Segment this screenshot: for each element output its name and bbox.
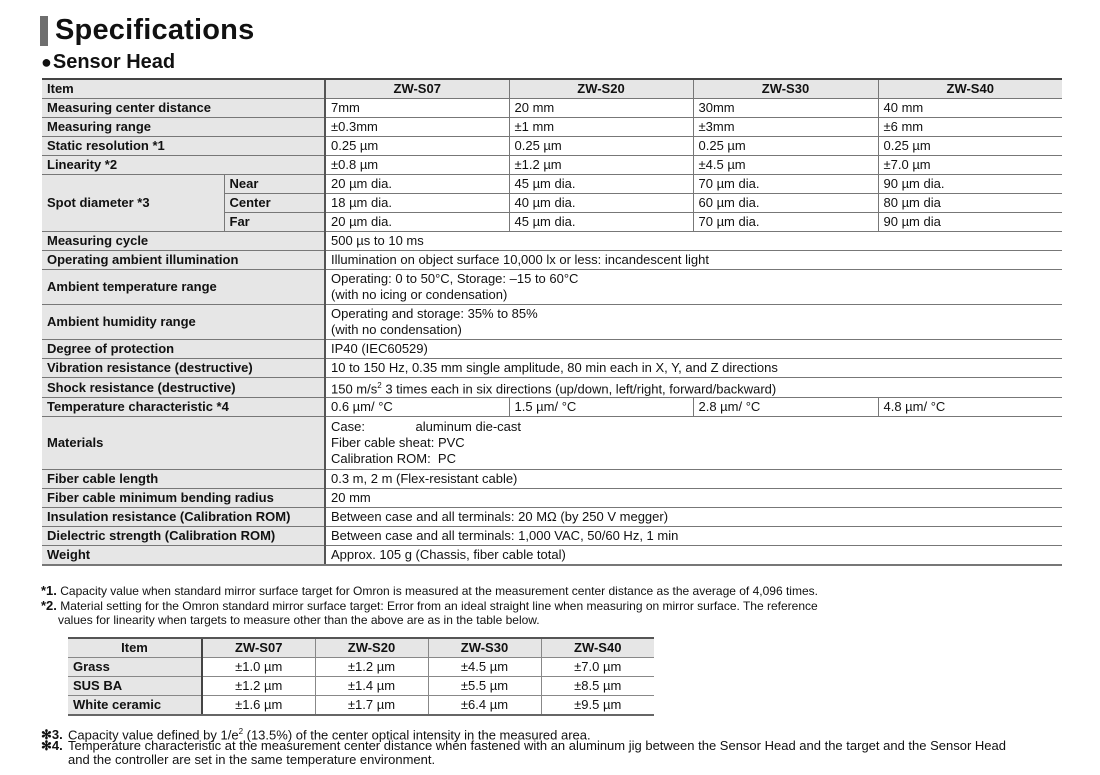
cell-value: ±1.2 µm [509,156,693,175]
row-label: Weight [42,546,325,566]
cell-value: 70 µm dia. [693,175,878,194]
table-header-row [42,79,1062,99]
cell-value: Between case and all terminals: 20 MΩ (by 250 V megger) [325,508,1062,527]
sub-row-label: Far [224,213,325,232]
cell-value: 0.25 µm [325,137,509,156]
row-label: White ceramic [68,696,202,716]
cell-value: 90 µm dia [878,213,1062,232]
row-label: Measuring cycle [42,232,325,251]
cell-value: ±7.0 µm [541,658,654,677]
row-label: Operating ambient illumination [42,251,325,270]
cell-value: ±5.5 µm [428,677,541,696]
title-accent-bar [40,16,48,46]
table-row [42,156,1062,175]
footnote-mark: ✻3. [41,727,63,743]
row-label: Linearity *2 [42,156,325,175]
column-header-zw-s07: ZW-S07 [202,638,315,658]
footnote-mark: *1. [41,583,57,598]
cell-value: 45 µm dia. [509,213,693,232]
table-row [42,232,1062,251]
row-label: Spot diameter *3 [42,175,224,232]
row-label: Fiber cable length [42,470,325,489]
section-title: Sensor Head [52,51,176,73]
cell-value: 20 µm dia. [325,175,509,194]
row-label: Vibration resistance (destructive) [42,359,325,378]
table-row [42,175,1062,194]
cell-value: ±7.0 µm [878,156,1062,175]
table-row [42,118,1062,137]
cell-value: 45 µm dia. [509,175,693,194]
table-row [42,137,1062,156]
footnote-2 [41,598,818,614]
row-label: Insulation resistance (Calibration ROM) [42,508,325,527]
cell-value: 4.8 µm/ °C [878,398,1062,417]
table-row [42,508,1062,527]
table-row [42,99,1062,118]
cell-line: Calibration ROM: PC [331,451,456,467]
footnote-mark: *2. [41,598,57,613]
cell-value: ±0.8 µm [325,156,509,175]
cell-value: Between case and all terminals: 1,000 VAC, 50/60 Hz, 1 min [325,527,1062,546]
cell-value: ±1.7 µm [315,696,428,716]
cell-value: 40 µm dia. [509,194,693,213]
cell-value [325,270,1062,305]
table-row [68,658,654,677]
column-header-zw-s30: ZW-S30 [428,638,541,658]
table-row [68,677,654,696]
cell-text: 3 times each in six directions (up/down, left/right, forward/backward) [381,381,777,397]
column-header-zw-s40: ZW-S40 [541,638,654,658]
cell-value: ±6.4 µm [428,696,541,716]
spec-table [42,78,1062,566]
row-label: Measuring range [42,118,325,137]
cell-line: (with no icing or condensation) [331,287,508,302]
row-label: Shock resistance (destructive) [42,378,325,398]
column-header-zw-s07: ZW-S07 [325,79,509,99]
footnote-text: Material setting for the Omron standard mirror surface target: Error from an ideal straight line when measuring on mirror surface. The reference [60,599,818,613]
column-header-zw-s20: ZW-S20 [509,79,693,99]
footnote-2-continued: values for linearity when targets to measure other than the above are as in the table below. [58,613,540,627]
table-row [42,270,1062,305]
row-label: Temperature characteristic *4 [42,398,325,417]
superscript: 2 [238,727,244,736]
cell-line: (with no condensation) [331,322,462,337]
cell-value: ±9.5 µm [541,696,654,716]
table-row [42,489,1062,508]
cell-value: 20 mm [325,489,1062,508]
cell-value [325,305,1062,340]
row-label: SUS BA [68,677,202,696]
column-header-item: Item [42,79,325,99]
row-label: Ambient temperature range [42,270,325,305]
cell-value: 1.5 µm/ °C [509,398,693,417]
footnote-4-continued: and the controller are set in the same temperature environment. [68,752,436,767]
sub-row-label: Near [224,175,325,194]
row-label: Degree of protection [42,340,325,359]
cell-line: Fiber cable sheat: PVC [331,435,465,451]
cell-value: 500 µs to 10 ms [325,232,1062,251]
cell-value: ±6 mm [878,118,1062,137]
cell-value: 18 µm dia. [325,194,509,213]
cell-value: 40 mm [878,99,1062,118]
footnote-text: Capacity value defined by 1/e [68,727,239,743]
table-row [42,546,1062,566]
cell-value: ±1.4 µm [315,677,428,696]
table-row [68,696,654,716]
table-row [42,378,1062,398]
table-row [42,470,1062,489]
cell-value: 60 µm dia. [693,194,878,213]
cell-value: 7mm [325,99,509,118]
cell-value: 10 to 150 Hz, 0.35 mm single amplitude, 80 min each in X, Y, and Z directions [325,359,1062,378]
column-header-zw-s30: ZW-S30 [693,79,878,99]
cell-value: 0.25 µm [693,137,878,156]
row-label: Materials [42,417,325,470]
table-row [42,527,1062,546]
footnote-mark: ✻4. [41,738,63,753]
column-header-item: Item [68,638,202,658]
footnote-text: Capacity value when standard mirror surface target for Omron is measured at the measurement center distance as the average of 4,096 times. [60,584,818,598]
cell-value: 30mm [693,99,878,118]
bullet-icon: ● [41,52,52,72]
cell-value: 0.6 µm/ °C [325,398,509,417]
cell-value: ±4.5 µm [428,658,541,677]
cell-value: ±0.3mm [325,118,509,137]
footnote-4 [41,738,1006,753]
sub-row-label: Center [224,194,325,213]
superscript: 2 [377,381,382,390]
cell-value [325,378,1062,398]
cell-value [325,417,1062,470]
cell-value: 0.25 µm [878,137,1062,156]
footnote-1 [41,583,818,599]
table-row [42,398,1062,417]
page-title-block [40,14,254,47]
cell-value: ±1 mm [509,118,693,137]
table-row [42,359,1062,378]
table-row [42,251,1062,270]
row-label: Measuring center distance [42,99,325,118]
cell-text: 150 m/s [331,381,378,397]
cell-value: Approx. 105 g (Chassis, fiber cable total) [325,546,1062,566]
cell-value: 20 µm dia. [325,213,509,232]
cell-value: 80 µm dia [878,194,1062,213]
footnote-text: Temperature characteristic at the measurement center distance when fastened with an aluminum jig between the Sensor Head and the target and the Sensor Head [68,738,1006,753]
cell-value: ±1.0 µm [202,658,315,677]
table-row [42,417,1062,470]
cell-value: 2.8 µm/ °C [693,398,878,417]
cell-value: 0.3 m, 2 m (Flex-resistant cable) [325,470,1062,489]
cell-value: ±1.2 µm [202,677,315,696]
row-label: Static resolution *1 [42,137,325,156]
cell-line: Operating: 0 to 50°C, Storage: –15 to 60°C [331,271,579,286]
cell-value: ±8.5 µm [541,677,654,696]
linearity-table [68,637,654,716]
cell-line: Operating and storage: 35% to 85% [331,306,538,321]
column-header-zw-s40: ZW-S40 [878,79,1062,99]
cell-value: IP40 (IEC60529) [325,340,1062,359]
cell-value: 70 µm dia. [693,213,878,232]
table-row [42,305,1062,340]
cell-value: Illumination on object surface 10,000 lx or less: incandescent light [325,251,1062,270]
cell-value: ±4.5 µm [693,156,878,175]
row-label: Ambient humidity range [42,305,325,340]
cell-value: 0.25 µm [509,137,693,156]
table-row [42,340,1062,359]
row-label: Dielectric strength (Calibration ROM) [42,527,325,546]
row-label: Grass [68,658,202,677]
cell-value: ±1.2 µm [315,658,428,677]
page-title: Specifications [55,14,255,46]
cell-value: 20 mm [509,99,693,118]
cell-line: Case: aluminum die-cast [331,419,522,435]
column-header-zw-s20: ZW-S20 [315,638,428,658]
cell-value: 90 µm dia. [878,175,1062,194]
row-label: Fiber cable minimum bending radius [42,489,325,508]
section-heading [41,51,175,74]
table-header-row [68,638,654,658]
footnote-text: (13.5%) of the center optical intensity in the measured area. [243,727,591,743]
cell-value: ±3mm [693,118,878,137]
cell-value: ±1.6 µm [202,696,315,716]
